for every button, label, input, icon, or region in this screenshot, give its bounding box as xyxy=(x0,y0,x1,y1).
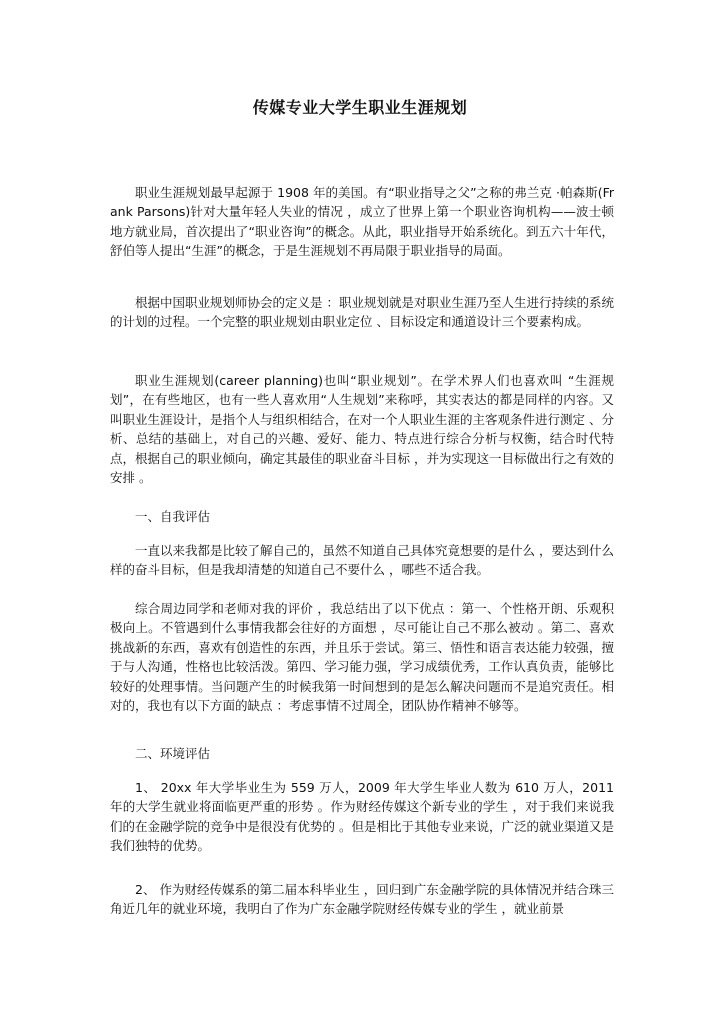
section-heading-self-assessment: 一、自我评估 xyxy=(135,509,211,524)
paragraph-graduate-statistics: 1、 20xx 年大学毕业生为 559 万人，2009 年大学生毕业人数为 610 万人，2011 年的大学生就业将面临更严重的形势 。作为财经传媒这个新专业的学生 ，对于我们来说我们的在金融学院的竞争中是很没有优势的 。但是相比于其他专业来说，广泛的就业渠道又是我们独特的优势。 xyxy=(110,780,614,854)
paragraph-career-planning-origin: 职业生涯规划最早起源于 1908 年的美国。有“职业指导之父”之称的弗兰克 ·帕森斯(Frank Parsons)针对大量年轻人失业的情况 ，成立了世界上第一个职业咨询机构——波士顿地方就业局，首次提出了“职业咨询”的概念。从此，职业指导开始系统化。到五六十年代，舒伯等人提出“生涯”的概念，于是生涯规划不再局限于职业指导的局面。 xyxy=(110,185,614,259)
paragraph-definition: 根据中国职业规划师协会的定义是 ：职业规划就是对职业生涯乃至人生进行持续的系统的计划的过程。一个完整的职业规划由职业定位 、目标设定和通道设计三个要素构成。 xyxy=(110,295,614,330)
paragraph-career-planning-meaning: 职业生涯规划(career planning)也叫“职业规划”。在学术界人们也喜欢叫 “生涯规划”，在有些地区，也有一些人喜欢用“人生规划”来称呼，其实表达的都是同样的内容。又叫职业生涯设计，是指个人与组织相结合，在对一个人职业生涯的主客观条件进行测定 、分析、总结的基础上，对自己的兴趣、爱好、能力、特点进行综合分析与权衡，结合时代特点，根据自己的职业倾向，确定其最佳的职业奋斗目标 ，并为实现这一目标做出行之有效的安排 。 xyxy=(110,373,614,486)
paragraph-strengths-weaknesses: 综合周边同学和老师对我的评价 ，我总结出了以下优点 ：第一、个性格开朗、乐观积极向上。不管遇到什么事情我都会往好的方面想 ，尽可能让自己不那么被动 。第二、喜欢挑战新的东西，喜欢有创造性的东西，并且乐于尝试。第三、悟性和语言表达能力较强，擅于与人沟通，性格也比较活泼。第四、学习能力强，学习成绩优秀，工作认真负责，能够比较好的处理事情。当问题产生的时候我第一时间想到的是怎么解决问题而不是追究责任。相对的，我也有以下方面的缺点 ：考虑事情不过周全，团队协作精神不够等。 xyxy=(110,601,614,714)
section-heading-environment-assessment: 二、环境评估 xyxy=(135,746,211,761)
paragraph-self-understanding: 一直以来我都是比较了解自己的，虽然不知道自己具体究竟想要的是什么 ，要达到什么样的奋斗目标，但是我却清楚的知道自己不要什么 ，哪些不适合我。 xyxy=(110,543,614,578)
document-title: 传媒专业大学生职业生涯规划 xyxy=(252,98,468,117)
paragraph-employment-environment: 2、 作为财经传媒系的第二届本科毕业生 ，回归到广东金融学院的具体情况并结合珠三角近几年的就业环境，我明白了作为广东金融学院财经传媒专业的学生 ，就业前景 xyxy=(110,882,614,917)
